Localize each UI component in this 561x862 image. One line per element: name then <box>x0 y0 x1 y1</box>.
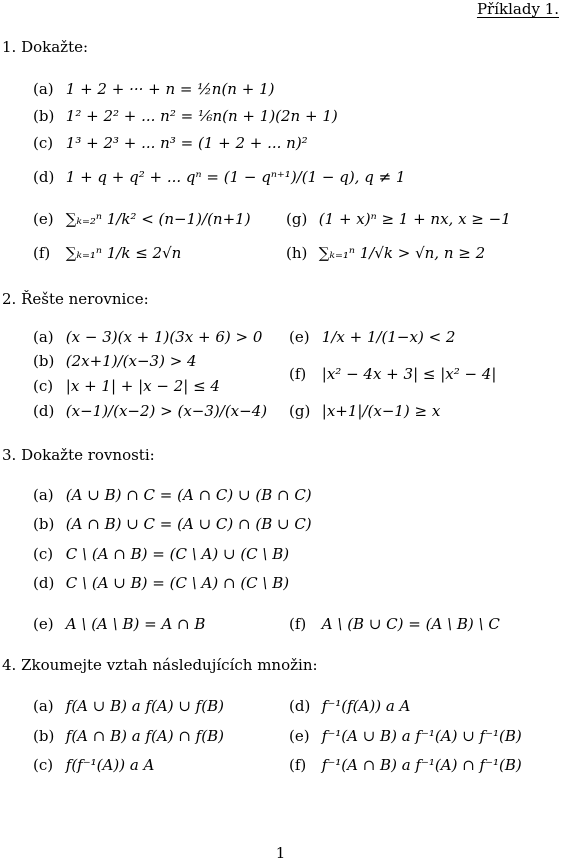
page-header-title: Příklady 1. <box>476 0 559 18</box>
problem-label: (e) <box>33 210 54 228</box>
problem-expression: A \ (A \ B) = A ∩ B <box>65 615 206 633</box>
problem-label: (f) <box>33 244 51 262</box>
section-2-heading: 2. Řešte nerovnice: <box>2 290 149 308</box>
problem-3c <box>33 545 289 563</box>
problem-4b <box>33 727 224 745</box>
problem-expression: f(A ∪ B) a f(A) ∪ f(B) <box>65 697 224 715</box>
problem-expression: 1 + q + q² + ... qⁿ = (1 − qⁿ⁺¹)/(1 − q), q ≠ 1 <box>65 168 406 186</box>
problem-1d <box>33 168 405 186</box>
problem-expression: C \ (A ∪ B) = (C \ A) ∩ (C \ B) <box>65 574 290 592</box>
problem-1h <box>286 244 485 262</box>
problem-label: (d) <box>33 402 55 420</box>
problem-1a <box>33 80 274 98</box>
problem-4e <box>289 727 522 745</box>
problem-expression: f(f⁻¹(A)) a A <box>65 756 155 774</box>
problem-4c <box>33 756 154 774</box>
problem-expression: (A ∪ B) ∩ C = (A ∩ C) ∪ (B ∩ C) <box>65 486 312 504</box>
problem-label: (b) <box>33 515 55 533</box>
section-3-heading: 3. Dokažte rovnosti: <box>2 446 155 464</box>
problem-label: (h) <box>286 244 308 262</box>
problem-expression: (A ∩ B) ∪ C = (A ∪ C) ∩ (B ∪ C) <box>65 515 312 533</box>
problem-label: (f) <box>289 615 307 633</box>
problem-label: (d) <box>33 574 55 592</box>
problem-label: (d) <box>33 168 55 186</box>
problem-3d <box>33 574 289 592</box>
problem-4d <box>289 697 410 715</box>
problem-expression: A \ (B ∪ C) = (A \ B) \ C <box>321 615 500 633</box>
problem-label: (e) <box>33 615 54 633</box>
problem-1g <box>286 210 511 228</box>
problem-expression: ∑ₖ₌₂ⁿ 1/k² < (n−1)/(n+1) <box>65 210 251 228</box>
problem-label: (c) <box>33 134 54 152</box>
problem-expression: 1/x + 1/(1−x) < 2 <box>321 328 456 346</box>
problem-label: (c) <box>33 545 54 563</box>
problem-label: (a) <box>33 486 54 504</box>
problem-3e <box>33 615 205 633</box>
problem-expression: f⁻¹(A ∩ B) a f⁻¹(A) ∩ f⁻¹(B) <box>321 756 522 774</box>
problem-expression: (x−1)/(x−2) > (x−3)/(x−4) <box>65 402 268 420</box>
problem-label: (b) <box>33 727 55 745</box>
problem-4a <box>33 697 224 715</box>
problem-label: (c) <box>33 377 54 395</box>
problem-3b <box>33 515 312 533</box>
problem-label: (a) <box>33 697 54 715</box>
problem-expression: |x + 1| + |x − 2| ≤ 4 <box>65 377 220 395</box>
problem-expression: ∑ₖ₌₁ⁿ 1/√k > √n, n ≥ 2 <box>318 244 486 262</box>
problem-2e <box>289 328 455 346</box>
problem-label: (b) <box>33 107 55 125</box>
problem-label: (e) <box>289 328 310 346</box>
page-number: 1 <box>275 844 286 862</box>
problem-label: (a) <box>33 80 54 98</box>
problem-expression: (1 + x)ⁿ ≥ 1 + nx, x ≥ −1 <box>318 210 511 228</box>
problem-expression: 1² + 2² + ... n² = ⅙n(n + 1)(2n + 1) <box>65 107 338 125</box>
problem-label: (a) <box>33 328 54 346</box>
problem-label: (g) <box>289 402 311 420</box>
problem-1e <box>33 210 251 228</box>
section-1-heading: 1. Dokažte: <box>2 38 89 56</box>
problem-2g <box>289 402 440 420</box>
problem-1f <box>33 244 181 262</box>
problem-expression: |x² − 4x + 3| ≤ |x² − 4| <box>321 365 497 383</box>
problem-label: (f) <box>289 365 307 383</box>
problem-2b <box>33 352 197 370</box>
problem-expression: |x+1|/(x−1) ≥ x <box>321 402 441 420</box>
problem-expression: (2x+1)/(x−3) > 4 <box>65 352 197 370</box>
problem-2c <box>33 377 220 395</box>
problem-expression: 1 + 2 + ··· + n = ½n(n + 1) <box>65 80 275 98</box>
problem-label: (f) <box>289 756 307 774</box>
problem-4f <box>289 756 522 774</box>
problem-label: (g) <box>286 210 308 228</box>
problem-2f <box>289 365 496 383</box>
problem-expression: f(A ∩ B) a f(A) ∩ f(B) <box>65 727 224 745</box>
problem-3f <box>289 615 500 633</box>
problem-3a <box>33 486 312 504</box>
problem-expression: ∑ₖ₌₁ⁿ 1/k ≤ 2√n <box>65 244 182 262</box>
problem-1b <box>33 107 338 125</box>
problem-2d <box>33 402 267 420</box>
problem-expression: f⁻¹(f(A)) a A <box>321 697 411 715</box>
problem-expression: C \ (A ∩ B) = (C \ A) ∪ (C \ B) <box>65 545 290 563</box>
problem-expression: f⁻¹(A ∪ B) a f⁻¹(A) ∪ f⁻¹(B) <box>321 727 522 745</box>
problem-label: (b) <box>33 352 55 370</box>
problem-expression: (x − 3)(x + 1)(3x + 6) > 0 <box>65 328 263 346</box>
problem-label: (c) <box>33 756 54 774</box>
problem-label: (e) <box>289 727 310 745</box>
problem-label: (d) <box>289 697 311 715</box>
problem-2a <box>33 328 262 346</box>
problem-1c <box>33 134 308 152</box>
problem-expression: 1³ + 2³ + ... n³ = (1 + 2 + ... n)² <box>65 134 308 152</box>
section-4-heading: 4. Zkoumejte vztah následujících množin: <box>2 656 318 674</box>
